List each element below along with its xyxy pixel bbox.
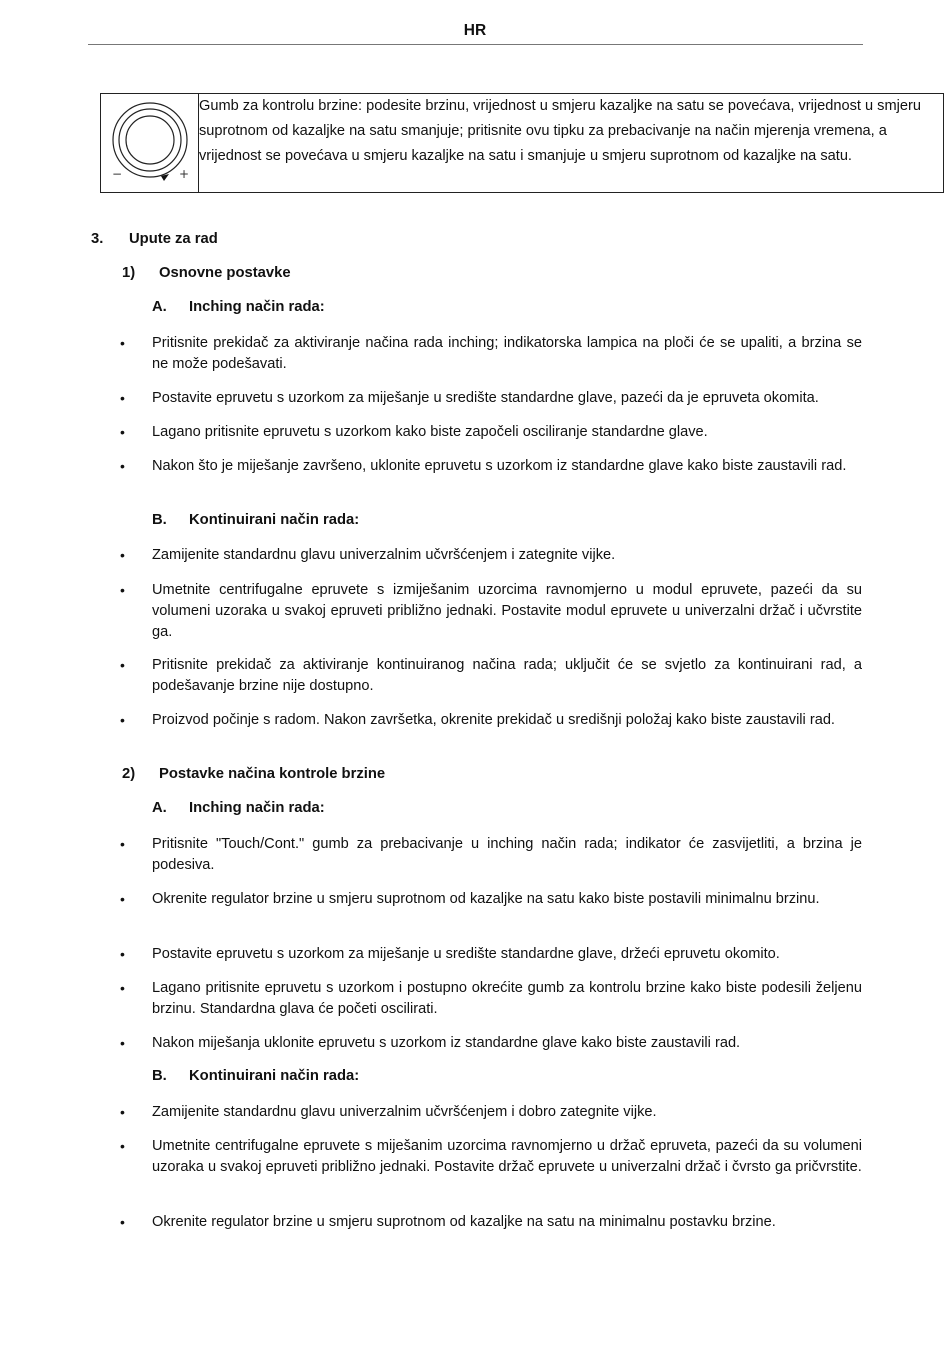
list-item [120, 978, 862, 1020]
list-item [120, 456, 862, 477]
list-item-text: Lagano pritisnite epruvetu s uzorkom kako biste započeli osciliranje standardne glave. [152, 424, 708, 440]
page-header-title: HR [463, 22, 487, 39]
subsection-2-number: 2) [122, 766, 136, 782]
list-item [120, 889, 862, 910]
list-item [120, 388, 862, 409]
knob-plus-label: + [179, 167, 190, 181]
list-item-text: Postavite epruvetu s uzorkom za miješanje u središte standardne glave, pazeći da je epruveta okomita. [152, 390, 819, 406]
list-item-text: Pritisnite prekidač za aktiviranje kontinuiranog načina rada; uključit će se svjetlo za kontinuirani rad, a podešavanje brzine nije dostupno. [152, 657, 862, 694]
list-item [120, 1212, 862, 1233]
list-item-text: Umetnite centrifugalne epruvete s izmiješanim uzorcima ravnomjerno u modul epruvete, pazeći da su volumeni uzoraka u svakoj epruveti približno jednaki. Postavite modul epruvete u univerzalni držač i učvrstite ga. [152, 582, 862, 640]
list-item-text: Umetnite centrifugalne epruvete s miješanim uzorcima ravnomjerno u držač epruveta, pazeći da su volumeni uzoraka u svakoj epruveti približno jednaki. Postavite držač epruvete u univerzalni držač i čvrsto ga pričvrstite. [152, 1138, 862, 1175]
list-item [120, 944, 862, 965]
bullet-icon: • [120, 980, 125, 996]
bullet-icon: • [120, 836, 125, 852]
sub1-B-heading [152, 512, 359, 528]
list-item-text: Nakon što je miješanje završeno, uklonite epruvetu s uzorkom iz standardne glave kako biste zaustavili rad. [152, 458, 847, 474]
speed-knob-icon-cell [101, 94, 199, 192]
speed-knob-table [100, 93, 944, 193]
list-item [120, 422, 862, 443]
list-item [120, 580, 862, 643]
bullet-icon: • [120, 1138, 125, 1154]
bullet-icon: • [120, 946, 125, 962]
list-item-text: Nakon miješanja uklonite epruvetu s uzorkom iz standardne glave kako biste zaustavili rad. [152, 1035, 741, 1051]
list-item-text: Postavite epruvetu s uzorkom za miješanje u središte standardne glave, držeći epruvetu okomito. [152, 946, 780, 962]
speed-knob-description: Gumb za kontrolu brzine: podesite brzinu, vrijednost u smjeru kazaljke na satu se povećava, vrijednost u smjeru suprotnom od kazaljke na satu smanjuje; pritisnite ovu tipku za prebacivanje na način mjerenja vremena, a vrijednost se povećava u smjeru kazaljke na satu i smanjuje u smjeru suprotnom od kazaljke na satu. [199, 98, 921, 164]
section-3-number: 3. [91, 231, 104, 247]
knob-minus-label: − [112, 167, 123, 181]
list-item-text: Zamijenite standardnu glavu univerzalnim učvršćenjem i zategnite vijke. [152, 547, 616, 563]
sub1-A-letter: A. [152, 299, 167, 315]
bullet-icon: • [120, 712, 125, 728]
sub2-A-heading [152, 800, 325, 816]
subsection-1-heading [122, 265, 291, 281]
bullet-icon: • [120, 1104, 125, 1120]
subsection-1-title: Osnovne postavke [159, 265, 291, 281]
subsection-1-number: 1) [122, 265, 136, 281]
sub2-A-letter: A. [152, 800, 167, 816]
section-3-heading [91, 231, 218, 247]
sub2-A-title: Inching način rada: [189, 800, 325, 816]
sub2-B-heading [152, 1068, 359, 1084]
bullet-icon: • [120, 458, 125, 474]
list-item [120, 710, 862, 731]
list-item-text: Okrenite regulator brzine u smjeru suprotnom od kazaljke na satu kako biste postavili minimalnu brzinu. [152, 891, 820, 907]
bullet-icon: • [120, 390, 125, 406]
bullet-icon: • [120, 582, 125, 598]
bullet-icon: • [120, 335, 125, 351]
header-divider [88, 44, 863, 45]
list-item-text: Lagano pritisnite epruvetu s uzorkom i postupno okrećite gumb za kontrolu brzine kako biste podesili željenu brzinu. Standardna glava će početi oscilirati. [152, 980, 862, 1017]
bullet-icon: • [120, 1035, 125, 1051]
list-item-text: Pritisnite "Touch/Cont." gumb za prebacivanje u inching način rada; indikator će zasvijetliti, a brzina je podesiva. [152, 836, 862, 873]
list-item-text: Proizvod počinje s radom. Nakon završetka, okrenite prekidač u središnji položaj kako biste zaustavili rad. [152, 712, 835, 728]
bullet-icon: • [120, 891, 125, 907]
bullet-icon: • [120, 547, 125, 563]
subsection-2-heading [122, 766, 385, 782]
bullet-icon: • [120, 657, 125, 673]
sub1-A-title: Inching način rada: [189, 299, 325, 315]
list-item [120, 834, 862, 876]
list-item-text: Zamijenite standardnu glavu univerzalnim učvršćenjem i dobro zategnite vijke. [152, 1104, 657, 1120]
list-item [120, 1033, 862, 1054]
subsection-2-title: Postavke načina kontrole brzine [159, 766, 386, 782]
sub1-B-letter: B. [152, 512, 167, 528]
list-item [120, 545, 862, 566]
sub1-B-title: Kontinuirani način rada: [189, 512, 360, 528]
list-item-text: Okrenite regulator brzine u smjeru suprotnom od kazaljke na satu na minimalnu postavku brzine. [152, 1214, 776, 1230]
sub2-B-letter: B. [152, 1068, 167, 1084]
list-item [120, 1136, 862, 1178]
sub2-B-title: Kontinuirani način rada: [189, 1068, 360, 1084]
list-item [120, 1102, 862, 1123]
section-3-title: Upute za rad [129, 231, 218, 247]
list-item [120, 333, 862, 375]
bullet-icon: • [120, 1214, 125, 1230]
sub1-A-heading [152, 299, 325, 315]
bullet-icon: • [120, 424, 125, 440]
rotary-knob-icon [109, 102, 191, 184]
list-item [120, 655, 862, 697]
list-item-text: Pritisnite prekidač za aktiviranje načina rada inching; indikatorska lampica na ploči će se upaliti, a brzina se ne može podešavati. [152, 335, 862, 372]
